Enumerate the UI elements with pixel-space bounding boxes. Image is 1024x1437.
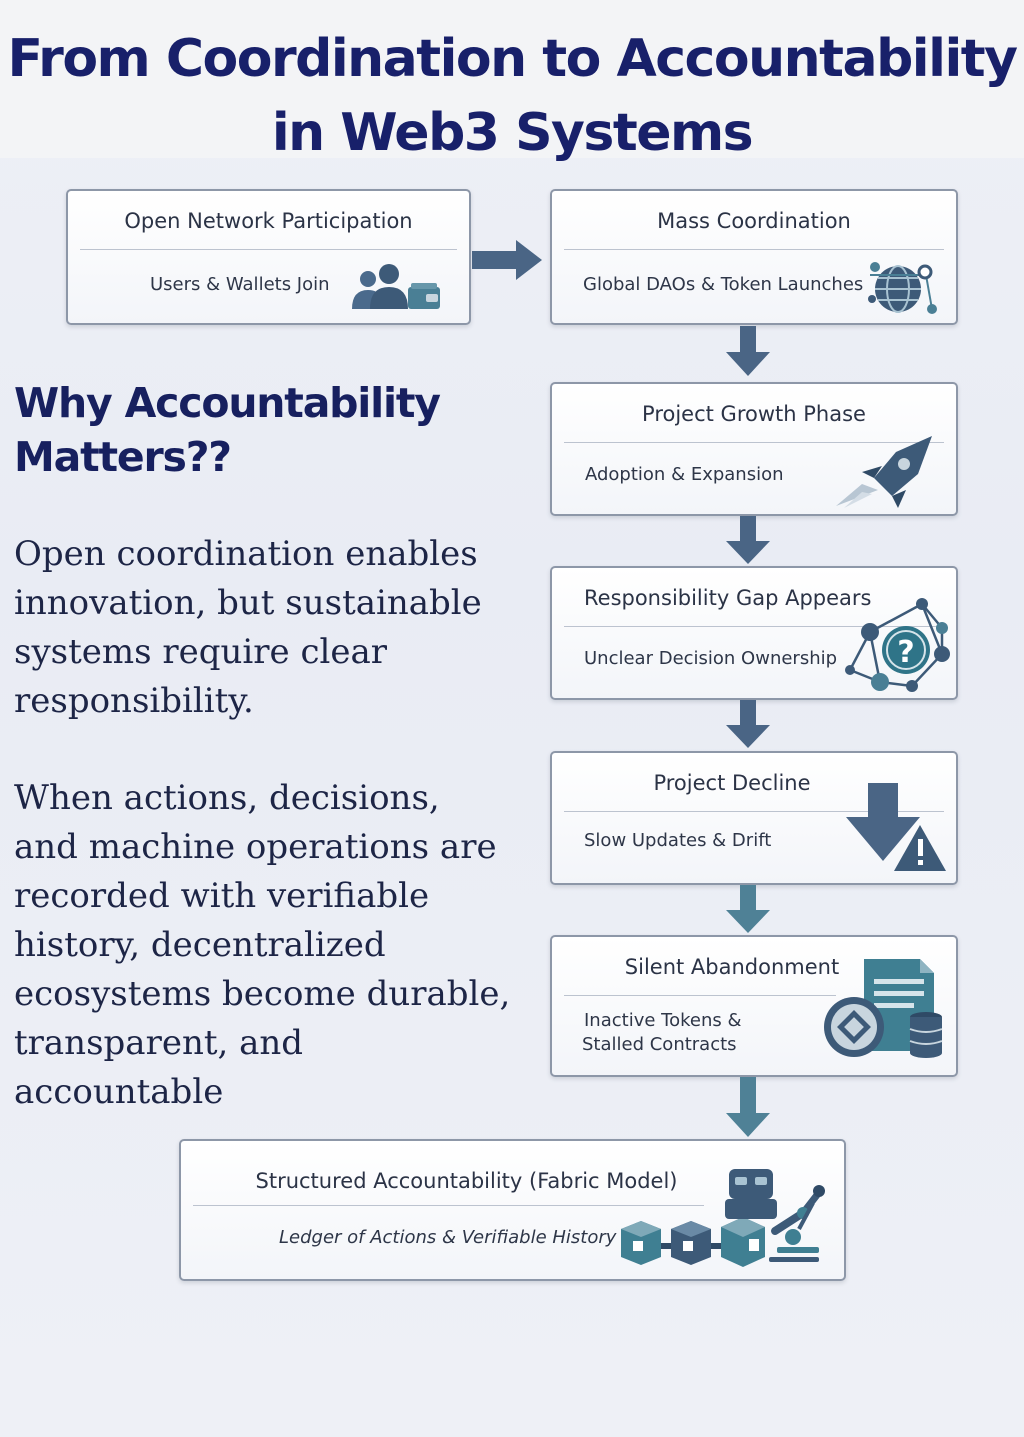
users-wallet-icon xyxy=(348,259,443,313)
step-project-decline xyxy=(550,751,958,885)
step-title: Project Growth Phase xyxy=(642,402,866,426)
blockchain-robot-icon xyxy=(617,1159,829,1271)
step-subtitle-line2: Stalled Contracts xyxy=(582,1034,737,1055)
step-subtitle: Adoption & Expansion xyxy=(585,464,784,485)
step-structured-accountability xyxy=(179,1139,846,1281)
step-subtitle: Global DAOs & Token Launches xyxy=(583,274,864,295)
step-subtitle: Unclear Decision Ownership xyxy=(584,648,838,669)
arrow-down xyxy=(724,885,772,935)
step-subtitle: Users & Wallets Join xyxy=(150,274,330,295)
divider xyxy=(80,249,457,250)
arrow-down xyxy=(724,326,772,378)
step-responsibility-gap-appears xyxy=(550,566,958,700)
globe-network-icon xyxy=(862,257,940,319)
step-open-network-participation xyxy=(66,189,471,325)
step-title: Mass Coordination xyxy=(657,209,851,233)
step-mass-coordination xyxy=(550,189,958,325)
arrow-down xyxy=(724,516,772,566)
step-title: Responsibility Gap Appears xyxy=(584,586,872,610)
step-title: Project Decline xyxy=(653,771,811,795)
arrow-down xyxy=(724,700,772,750)
arrow-down xyxy=(724,1077,772,1139)
rocket-icon xyxy=(832,434,936,510)
page-title: From Coordination to Accountability in Web3 Systems xyxy=(7,29,1017,163)
conclusion-paragraph: When actions, decisions, and machine operations are recorded with verifiable history, decentralized ecosystems become durable, transparent, and accountable xyxy=(14,778,511,1112)
step-project-growth-phase xyxy=(550,382,958,516)
down-arrow-warning-icon xyxy=(844,783,948,875)
question-network-icon xyxy=(844,598,952,698)
arrow-right xyxy=(472,238,544,282)
step-silent-abandonment xyxy=(550,935,958,1077)
step-subtitle: Slow Updates & Drift xyxy=(584,830,772,851)
why-heading: Why Accountability Matters?? xyxy=(14,379,440,481)
svg-text:?: ? xyxy=(897,635,915,670)
step-subtitle: Ledger of Actions & Verifiable History xyxy=(279,1227,617,1248)
step-title: Silent Abandonment xyxy=(624,955,840,979)
step-subtitle-line1: Inactive Tokens & xyxy=(584,1010,742,1031)
divider xyxy=(564,249,944,250)
divider xyxy=(564,995,836,996)
step-title: Structured Accountability (Fabric Model) xyxy=(255,1169,678,1193)
document-database-icon xyxy=(822,955,948,1065)
intro-paragraph: Open coordination enables innovation, but sustainable systems require clear responsibility. xyxy=(14,534,482,721)
step-title: Open Network Participation xyxy=(124,209,413,233)
